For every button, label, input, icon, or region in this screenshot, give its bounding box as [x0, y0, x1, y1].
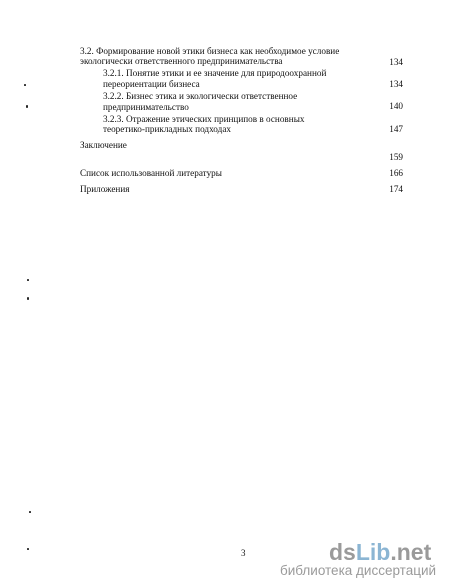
toc-entry-3-2-1-line-2: переориентации бизнеса [103, 79, 200, 89]
page-number: 3 [241, 548, 246, 558]
toc-entry-3-2-3-page: 147 [389, 124, 403, 134]
scan-speck [27, 279, 29, 281]
scan-speck [26, 105, 28, 108]
toc-entry-appendices-page: 174 [389, 184, 403, 194]
dslib-logo: dsLib.net [329, 539, 432, 565]
dslib-watermark [278, 541, 448, 578]
dslib-subtitle: библиотека диссертаций [280, 563, 437, 578]
toc-entry-3-2-3-line-2: теоретико-прикладных подходах [103, 124, 231, 134]
scan-speck [29, 511, 31, 513]
scan-speck [24, 84, 26, 86]
toc-entry-3-2-2-page: 140 [389, 101, 403, 111]
toc-entry-3-2-3-line-1: 3.2.3. Отражение этических принципов в основных [103, 114, 305, 124]
toc-entry-3-2-line-1: 3.2. Формирование новой этики бизнеса как необходимое условие [80, 46, 340, 56]
toc-entry-conclusion-page: 159 [389, 152, 403, 162]
toc-entry-appendices-label: Приложения [80, 184, 130, 194]
scan-speck [27, 297, 29, 300]
toc-entry-bibliography-page: 166 [389, 168, 403, 178]
toc-entry-3-2-2-line-1: 3.2.2. Бизнес этика и экологически ответственное [103, 91, 298, 101]
toc-entry-3-2-2-line-2: предпринимательство [103, 102, 189, 112]
scan-speck [27, 548, 29, 550]
toc-entry-conclusion-label: Заключение [80, 140, 127, 150]
toc-entry-3-2-1-line-1: 3.2.1. Понятие этики и ее значение для природоохранной [103, 68, 327, 78]
toc-entry-bibliography-label: Список использованной литературы [80, 168, 222, 178]
toc-entry-3-2-line-2: экологически ответственного предпринимательства [80, 56, 283, 66]
toc-entry-3-2-1-page: 134 [389, 79, 403, 89]
toc-entry-3-2-page: 134 [389, 57, 403, 67]
